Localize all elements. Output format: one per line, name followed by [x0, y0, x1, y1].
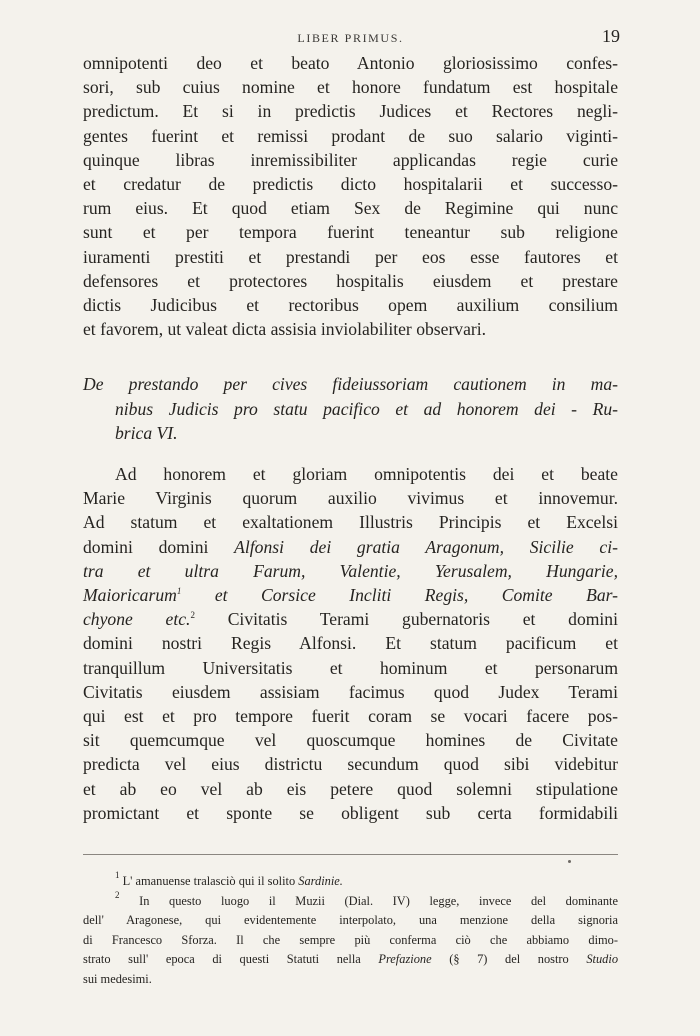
text-line: quinque libras inremissibiliter applicandas regie curie	[83, 149, 618, 170]
italic-run: chyone etc.	[83, 609, 191, 630]
footnote-line: dell' Aragonese, qui evidentemente interpolato, una menzione della signoria	[83, 913, 618, 927]
footnote-1	[83, 872, 618, 892]
rubric-line: brica VI.	[115, 422, 178, 443]
text-line	[83, 607, 618, 631]
text-run: In questo luogo il Muzii (Dial. IV) legge, invece del dominante	[119, 893, 618, 908]
rubric-line: nibus Judicis pro statu pacifico et ad honorem dei - Ru-	[115, 398, 618, 419]
text-line: et favorem, ut valeat dicta assisia inviolabiliter observari.	[83, 319, 487, 340]
text-line: Civitatis eiusdem assisiam facimus quod Judex Terami	[83, 681, 618, 702]
paragraph-rubrica-vi	[83, 462, 618, 825]
italic-run: Sardinie.	[298, 874, 343, 888]
footnote-ref-1: 1	[176, 586, 182, 597]
footnote-line	[83, 872, 618, 892]
footnote-divider	[83, 854, 618, 855]
footnote-ref-2: 2	[190, 610, 195, 621]
text-line: defensores et protectores hospitalis eiusdem et prestare	[83, 270, 618, 291]
running-head	[83, 24, 618, 48]
italic-run: Studio	[586, 952, 619, 966]
text-line: tranquillum Universitatis et hominum et personarum	[83, 657, 618, 678]
text-line: Ad honorem et gloriam omnipotentis dei et beate	[115, 464, 618, 485]
text-line: Marie Virginis quorum auxilio vivimus et innovemur.	[83, 488, 618, 509]
text-line: promictant et sponte se obligent sub certa formidabili	[83, 802, 618, 823]
text-line	[83, 535, 618, 559]
text-line	[83, 583, 618, 607]
book-page	[83, 24, 620, 986]
italic-run: Alfonsi dei gratia Aragonum, Sicilie ci-	[234, 536, 618, 557]
text-line: predictum. Et si in predictis Judices et Rectores negli-	[83, 101, 618, 122]
text-line: Ad statum et exaltationem Illustris Principis et Excelsi	[83, 512, 618, 533]
footnote-line	[83, 950, 618, 970]
italic-run: et Corsice Incliti Regis, Comite Bar-	[181, 585, 618, 606]
text-line: iuramenti prestiti et prestandi per eos esse fautores et	[83, 246, 618, 267]
text-run: (§ 7) del nostro	[431, 952, 587, 966]
page-number: 19	[602, 26, 620, 46]
text-run: L' amanuense tralasciò qui il solito	[119, 874, 299, 888]
footnote-line: sui medesimi.	[83, 971, 152, 986]
footnote-line	[83, 889, 618, 912]
paragraph-assisia-end	[83, 51, 618, 341]
rubric-heading	[83, 372, 618, 445]
text-run: strato sull' epoca di questi Statuti nella	[83, 952, 379, 966]
italic-run: Prefazione	[378, 952, 432, 966]
footnotes	[83, 872, 618, 989]
text-line: dictis Judicibus et rectoribus opem auxilium consilium	[83, 295, 618, 316]
text-line: sunt et per tempora fuerint teneantur sub religione	[83, 222, 618, 243]
footnote-2	[83, 889, 619, 990]
text-run: domini domini	[83, 536, 235, 557]
text-line: predicta vel eius districtu secundum quod sibi videbitur	[83, 754, 618, 775]
footnote-mark: 2	[115, 889, 120, 900]
text-line: et credatur de predictis dicto hospitalarii et successo-	[83, 174, 618, 195]
text-run: Civitatis Terami gubernatoris et domini	[194, 609, 618, 630]
footnote-line: di Francesco Sforza. Il che sempre più conferma ciò che abbiamo dimo-	[83, 932, 618, 947]
italic-run: Maioricarum	[83, 585, 177, 606]
text-line: et ab eo vel ab eis petere quod solemni stipulatione	[83, 778, 618, 799]
running-head-title: LIBER PRIMUS.	[297, 31, 404, 45]
text-line: tra et ultra Farum, Valentie, Yerusalem, Hungarie,	[83, 560, 618, 581]
text-line: sori, sub cuius nomine et honore fundatum est hospitale	[83, 77, 618, 98]
text-line: gentes fuerint et remissi prodant de suo salario viginti-	[83, 125, 618, 146]
text-line: domini nostri Regis Alfonsi. Et statum pacificum et	[83, 633, 618, 654]
text-line: rum eius. Et quod etiam Sex de Regimine qui nunc	[83, 198, 618, 219]
text-line: qui est et pro tempore fuerit coram se vocari facere pos-	[83, 706, 618, 727]
print-speck	[568, 860, 571, 863]
text-line: omnipotenti deo et beato Antonio gloriosissimo confes-	[83, 53, 618, 73]
footnote-mark: 1	[115, 870, 120, 880]
text-line: sit quemcumque vel quoscumque homines de Civitate	[83, 730, 618, 751]
rubric-line: De prestando per cives fideiussoriam cautionem in ma-	[83, 374, 618, 395]
